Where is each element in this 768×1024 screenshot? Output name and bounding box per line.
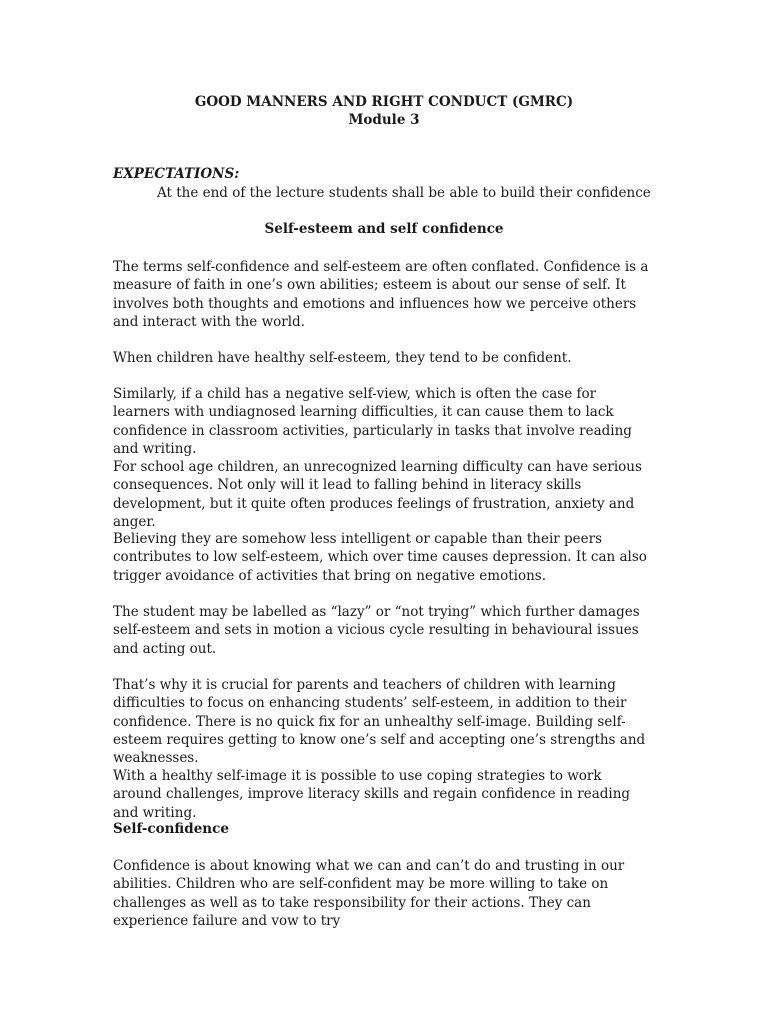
paragraph <box>113 676 653 767</box>
paragraph <box>113 530 653 585</box>
paragraph-text: Believing they are somehow less intelligent or capable than their peers contributes to low self-esteem, which over time causes depression. It can also trigger avoidance of activities that bring on negative emotions. <box>113 531 647 584</box>
paragraph-text: When children have healthy self-esteem, they tend to be confident. <box>113 350 572 366</box>
paragraph-text: Confidence is about knowing what we can and can’t do and trusting in our abilities. Children who are self-confident may be more willing to take on challenges as well as to take responsibility for their actions. They can experience failure and vow to try <box>113 858 625 929</box>
paragraph-text: The student may be labelled as “lazy” or “not trying” which further damages self-esteem and sets in motion a vicious cycle resulting in behavioural issues and acting out. <box>113 604 640 657</box>
section-heading-self-esteem: Self-esteem and self confidence <box>264 221 504 237</box>
paragraph-text: Similarly, if a child has a negative self-view, which is often the case for learners with undiagnosed learning difficulties, it can cause them to lack confidence in classroom activities, particularly in tasks that involve reading and writing. <box>113 386 632 457</box>
paragraph-text: That’s why it is crucial for parents and teachers of children with learning difficulties to focus on enhancing students’ self-esteem, in addition to their confidence. There is no quick fix for an unhealthy self-image. Building self-esteem requires getting to know one’s self and accepting one’s strengths and weaknesses. <box>113 677 646 767</box>
paragraph-text: With a healthy self-image it is possible to use coping strategies to work around challenges, improve literacy skills and regain confidence in reading and writing. <box>113 768 631 821</box>
paragraph <box>113 767 653 822</box>
paragraph <box>113 385 653 458</box>
paragraph <box>113 349 653 367</box>
paragraph <box>113 857 653 930</box>
paragraph-text: For school age children, an unrecognized learning difficulty can have serious consequences. Not only will it lead to falling behind in literacy skills development, but it quite often produces feelings of frustration, anxiety and anger. <box>113 459 642 530</box>
expectations-label: EXPECTATIONS: <box>113 166 240 182</box>
document-subtitle: Module 3 <box>348 112 420 128</box>
paragraph <box>113 258 653 331</box>
document-title: GOOD MANNERS AND RIGHT CONDUCT (GMRC) <box>194 94 574 110</box>
section-heading-self-confidence: Self-confidence <box>113 821 229 837</box>
expectations-text: At the end of the lecture students shall be able to build their confidence <box>157 185 651 201</box>
paragraph <box>113 458 653 531</box>
paragraph-text: The terms self-confidence and self-esteem are often conflated. Confidence is a measure of faith in one’s own abilities; esteem is about our sense of self. It involves both thoughts and emotions and influences how we perceive others and interact with the world. <box>113 259 649 330</box>
paragraph <box>113 603 653 658</box>
